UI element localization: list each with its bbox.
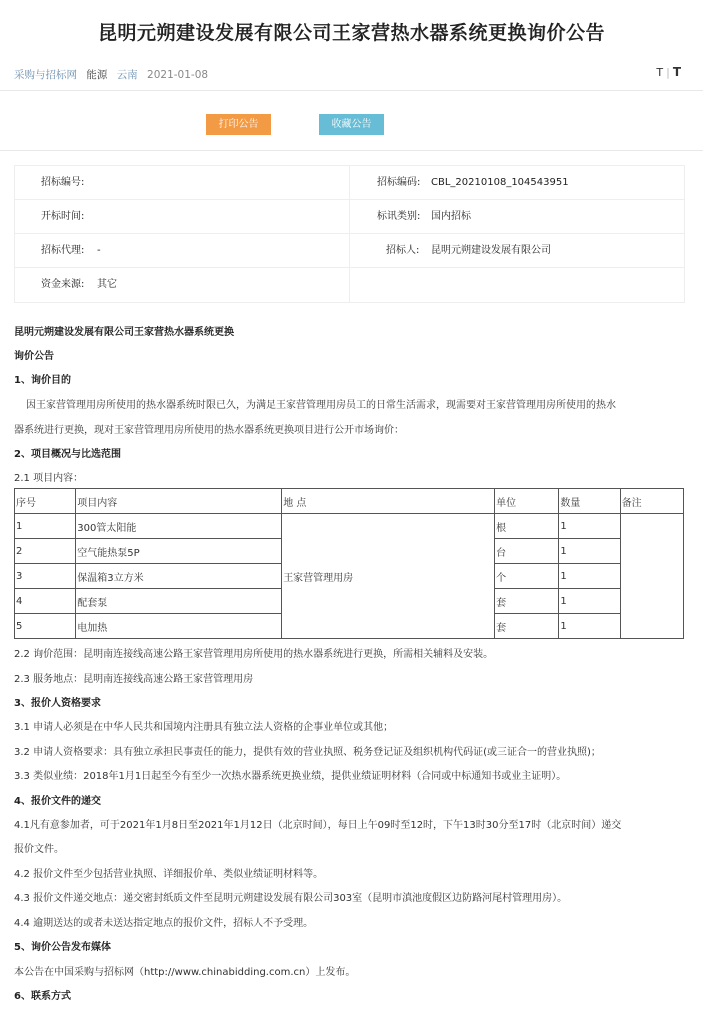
section-5-para: 本公告在中国采购与招标网（http://www.chinabidding.com.cn）上发布。 (14, 967, 356, 978)
cell-unit: 台 (495, 539, 559, 564)
items-table (14, 488, 684, 639)
cell-item: 300管太阳能 (76, 514, 282, 539)
section-2-3: 2.3 服务地点：昆明南连接线高速公路王家营管理用房 (14, 674, 254, 685)
bid-code-value: CBL_20210108_104543951 (431, 177, 569, 188)
bid-no-label: 招标编号: (41, 177, 85, 188)
col-header: 备注 (620, 489, 683, 514)
divider (0, 90, 703, 91)
print-button[interactable]: 打印公告 (206, 114, 271, 135)
section-2-heading: 2、项目概况与比选范围 (14, 449, 121, 460)
info-row (15, 268, 684, 302)
agent-value: - (97, 245, 101, 256)
section-1-heading: 1、询价目的 (14, 375, 71, 386)
section-4-heading: 4、报价文件的递交 (14, 796, 101, 807)
section-6-heading: 6、联系方式 (14, 991, 71, 1002)
section-3-3: 3.3 类似业绩：2018年1月1日起至今有至少一次热水器系统更换业绩，提供业绩证明材料（合同或中标通知书或业主证明）。 (14, 771, 567, 782)
font-size-toggle: T | T (656, 65, 681, 79)
cell-item: 空气能热泵5P (76, 539, 282, 564)
col-header: 项目内容 (76, 489, 282, 514)
cell-no: 3 (15, 564, 76, 589)
cell-qty: 1 (559, 564, 620, 589)
info-row (15, 166, 684, 200)
publish-date: 2021-01-08 (147, 69, 209, 81)
cell-qty: 1 (559, 589, 620, 614)
divider (0, 150, 703, 151)
fund-label: 资金来源: (41, 279, 85, 290)
section-4-4: 4.4 逾期送达的或者未送达指定地点的报价文件，招标人不予受理。 (14, 918, 314, 929)
font-large-button[interactable]: T (672, 65, 681, 79)
cell-location: 王家营管理用房 (282, 514, 495, 639)
section-1-para: 因王家营管理用房所使用的热水器系统时限已久，为满足王家营管理用房员工的日常生活需求，现需要对王家营管理用房所使用的热水 (26, 400, 616, 411)
tenderer-value: 昆明元朔建设发展有限公司 (431, 245, 551, 256)
section-3-heading: 3、报价人资格要求 (14, 698, 101, 709)
type-label: 标讯类别: (377, 211, 421, 222)
breadcrumb-link[interactable]: 采购与招标网 (14, 69, 77, 81)
info-row (15, 200, 684, 234)
section-5-heading: 5、询价公告发布媒体 (14, 942, 111, 953)
font-small-button[interactable]: T (656, 66, 664, 79)
region-label[interactable]: 云南 (116, 69, 138, 81)
section-2-2: 2.2 询价范围：昆明南连接线高速公路王家营管理用房所使用的热水器系统进行更换，所需相关辅料及安装。 (14, 649, 494, 660)
favorite-button[interactable]: 收藏公告 (319, 114, 384, 135)
agent-label: 招标代理: (41, 245, 85, 256)
cell-unit: 个 (495, 564, 559, 589)
cell-qty: 1 (559, 539, 620, 564)
table-header-row (15, 489, 684, 514)
col-header: 数量 (559, 489, 620, 514)
section-2-1: 2.1 项目内容： (14, 473, 84, 484)
article-meta (14, 67, 214, 82)
info-row (15, 234, 684, 268)
table-row (15, 514, 684, 539)
cell-no: 5 (15, 614, 76, 639)
section-4-2: 4.2 报价文件至少包括营业执照、详细报价单、类似业绩证明材料等。 (14, 869, 324, 880)
cell-qty: 1 (559, 514, 620, 539)
type-value: 国内招标 (431, 211, 471, 222)
page-title: 昆明元朔建设发展有限公司王家营热水器系统更换询价公告 (97, 22, 605, 44)
project-name: 昆明元朔建设发展有限公司王家营热水器系统更换 (14, 327, 234, 338)
bid-info-table (14, 165, 685, 303)
section-4-1: 4.1凡有意参加者，可于2021年1月8日至2021年1月12日（北京时间），每日上午09时至12时，下午13时30分至17时（北京时间）递交 (14, 820, 622, 831)
col-header: 序号 (15, 489, 76, 514)
section-3-2: 3.2 申请人资格要求：具有独立承担民事责任的能力，提供有效的营业执照、税务登记证及组织机构代码证(或三证合一的营业执照)； (14, 747, 601, 758)
section-3-1: 3.1 申请人必须是在中华人民共和国境内注册具有独立法人资格的企事业单位或其他； (14, 722, 394, 733)
cell-unit: 套 (495, 614, 559, 639)
cell-remark (620, 514, 683, 639)
open-time-label: 开标时间: (41, 211, 85, 222)
section-4-3: 4.3 报价文件递交地点：递交密封纸质文件至昆明元朔建设发展有限公司303室（昆明市滇池度假区边防路河尾村管理用房）。 (14, 893, 568, 904)
cell-unit: 根 (495, 514, 559, 539)
cell-item: 配套泵 (76, 589, 282, 614)
cell-no: 2 (15, 539, 76, 564)
cell-unit: 套 (495, 589, 559, 614)
fund-value: 其它 (97, 279, 117, 290)
cell-no: 1 (15, 514, 76, 539)
cell-item: 保温箱3立方米 (76, 564, 282, 589)
section-1-para: 器系统进行更换，现对王家营管理用房所使用的热水器系统更换项目进行公开市场询价： (14, 425, 404, 436)
section-4-1-cont: 报价文件。 (14, 844, 64, 855)
notice-heading: 询价公告 (14, 351, 54, 362)
col-header: 单位 (495, 489, 559, 514)
cell-no: 4 (15, 589, 76, 614)
cell-item: 电加热 (76, 614, 282, 639)
col-header: 地 点 (282, 489, 495, 514)
category-label[interactable]: 能源 (86, 69, 108, 81)
tenderer-label: 招标人: (386, 245, 420, 256)
cell-qty: 1 (559, 614, 620, 639)
bid-code-label: 招标编码: (377, 177, 421, 188)
